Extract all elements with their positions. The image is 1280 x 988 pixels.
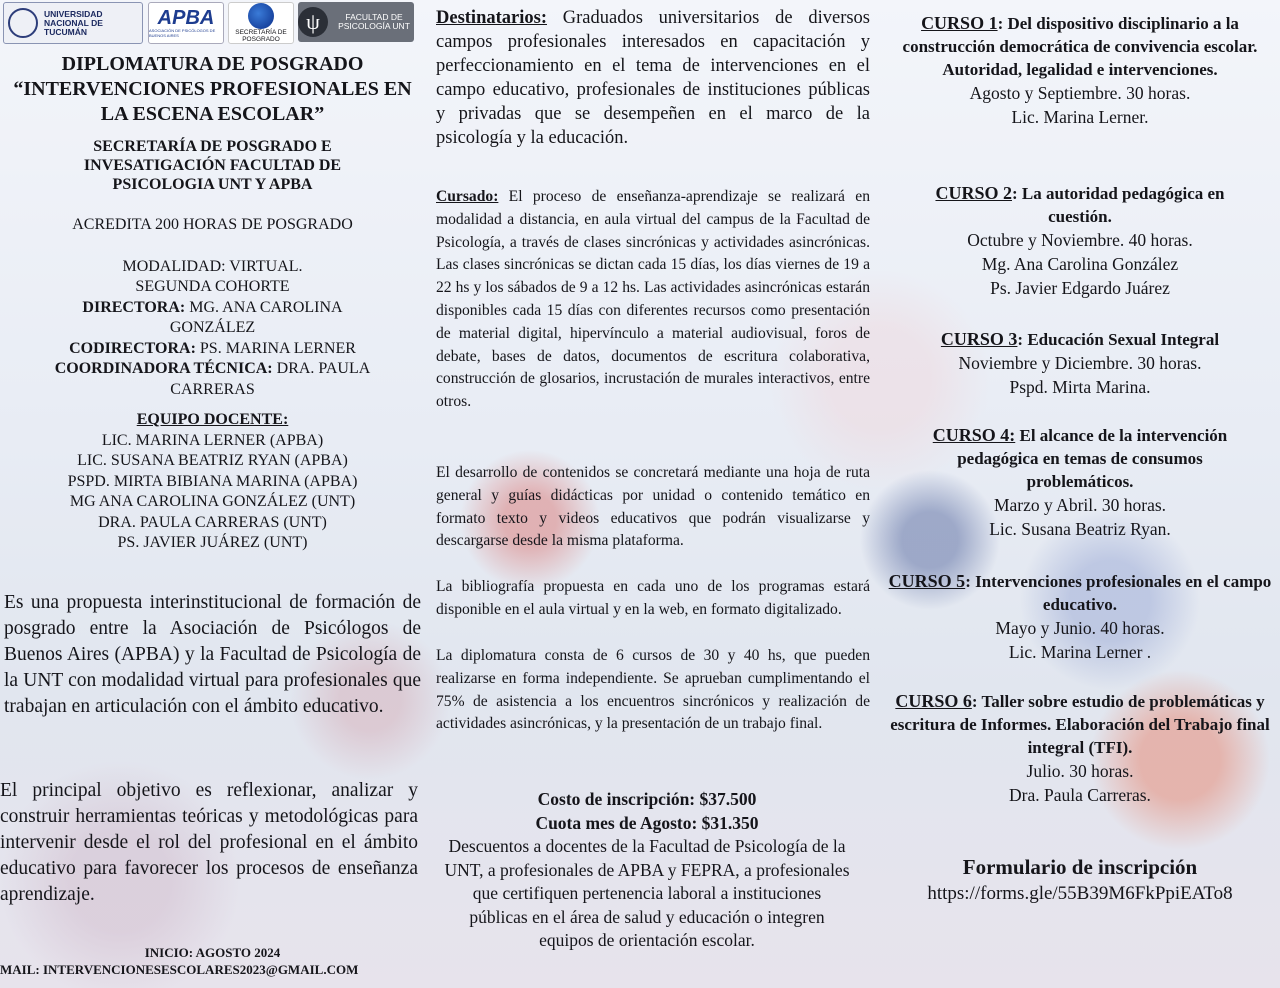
- equipo-member: MG ANA CAROLINA GONZÁLEZ (UNT): [69, 493, 356, 510]
- cursado-label: Cursado:: [436, 188, 499, 205]
- curso-2-teacher: Mg. Ana Carolina González: [981, 254, 1179, 274]
- cost-block: [432, 788, 862, 953]
- curso-3-title: : Educación Sexual Integral: [1017, 330, 1220, 349]
- curso-5-teacher: Lic. Marina Lerner .: [1008, 642, 1152, 662]
- destinatarios-label: Destinatarios:: [436, 8, 547, 28]
- right-panel: [880, 0, 1280, 988]
- curso-6-label: CURSO 6: [895, 691, 972, 711]
- curso-5: [880, 570, 1280, 664]
- curso-4-dates: Marzo y Abril. 30 horas.: [993, 495, 1167, 515]
- cursado-paragraph: [436, 186, 870, 414]
- facultad-logo-text: FACULTAD DE PSICOLOGÍA UNT: [338, 12, 410, 31]
- bibliografia-paragraph: La bibliografía propuesta en cada uno de los programas estará disponible en el aula virtual y en la web, en formato digitalizado.: [436, 578, 870, 618]
- apba-logo-text: APBA: [157, 7, 215, 29]
- curso-3-heading: [880, 328, 1280, 351]
- curso-3-label: CURSO 3: [940, 329, 1018, 349]
- curso-4-title: El alcance de la intervención pedagógica en temas de consumos problemáticos.: [957, 426, 1228, 491]
- unt-logo: [3, 2, 143, 44]
- form-url-link[interactable]: https://forms.gle/55B39M6FkPpiEATo8: [927, 883, 1233, 904]
- logo-strip: [0, 0, 425, 44]
- intro-paragraph: Es una propuesta interinstitucional de formación de posgrado entre la Asociación de Psicólogos de Buenos Aires (APBA) y la Facultad de Psicología de la UNT con modalidad virtual para profesionales que trabajan en articulación con el ámbito educativo.: [4, 592, 421, 717]
- objective-paragraph: El principal objetivo es reflexionar, analizar y construir herramientas teóricas y metodológicas para intervenir desde el rol del profesional en el ámbito educativo para favorecer los procesos de enseñanza aprendizaje.: [0, 780, 418, 905]
- cuota-text: Cuota mes de Agosto: $31.350: [535, 812, 759, 833]
- curso-1-dates: Agosto y Septiembre. 30 horas.: [969, 83, 1191, 103]
- coordinadora-value: DRA. PAULA CARRERAS: [170, 360, 371, 398]
- middle-panel: [432, 0, 872, 988]
- cohorte-text: SEGUNDA COHORTE: [135, 278, 290, 295]
- directora-value: MG. ANA CAROLINA GONZÁLEZ: [169, 298, 343, 336]
- secretaria-emblem-icon: [248, 3, 274, 29]
- secretaria-logo: [228, 2, 294, 44]
- equipo-member: PSPD. MIRTA BIBIANA MARINA (APBA): [67, 472, 358, 490]
- cursos-info-paragraph: La diplomatura consta de 6 cursos de 30 y 40 hs, que pueden realizarse en forma independiente. Se aprueban cumplimentando el 75% de asistencia a los encuentros sincrónicos y realización de actividades asincrónicas, y la presentación de un trabajo final.: [436, 647, 870, 733]
- curso-1-title: : Del dispositivo disciplinario a la construcción democrática de convivencia escolar. Autoridad, legalidad e intervenciones.: [902, 14, 1258, 79]
- mail-text[interactable]: MAIL: INTERVENCIONESESCOLARES2023@GMAIL.COM: [0, 962, 359, 977]
- curso-1-label: CURSO 1: [921, 13, 998, 33]
- coordinadora-line: [0, 359, 425, 400]
- curso-1: [880, 12, 1280, 129]
- curso-2: [880, 182, 1280, 300]
- inicio-text: INICIO: AGOSTO 2024: [144, 945, 281, 960]
- equipo-title: EQUIPO DOCENTE:: [136, 411, 289, 428]
- curso-5-dates: Mayo y Junio. 40 horas.: [995, 618, 1165, 638]
- curso-3-teacher: Pspd. Mirta Marina.: [1009, 377, 1151, 397]
- descuentos-text: Descuentos a docentes de la Facultad de Psicología de la UNT, a profesionales de APBA y FEPRA, a profesionales que certifiquen pertenencia laboral a instituciones públicas en el área de salud y educación o integren equipos de orientación escolar.: [444, 836, 850, 950]
- codirectora-value: PS. MARINA LERNER: [195, 339, 356, 357]
- equipo-member: DRA. PAULA CARRERAS (UNT): [98, 513, 327, 531]
- facultad-logo: [298, 2, 414, 42]
- curso-4: [880, 424, 1280, 541]
- curso-6-teacher: Dra. Paula Carreras.: [1009, 785, 1151, 805]
- directora-line: [0, 298, 425, 339]
- destinatarios-text: Graduados universitarios de diversos campos profesionales interesados en capacitación y perfeccionamiento en el tema de intervenciones en el campo educativo, profesionales de instituciones públicas y privadas que se desempeñen en el marco de la psicología y la educación.: [436, 8, 870, 148]
- curso-6: [880, 690, 1280, 807]
- equipo-list: [0, 431, 425, 554]
- curso-3: [880, 328, 1280, 399]
- equipo-member: LIC. MARINA LERNER (APBA): [101, 431, 324, 449]
- codirectora-line: [0, 339, 425, 360]
- curso-6-heading: [880, 690, 1280, 759]
- curso-6-dates: Julio. 30 horas.: [1026, 761, 1134, 781]
- acredita-text: ACREDITA 200 HORAS DE POSGRADO: [72, 216, 353, 233]
- curso-4-heading: [880, 424, 1280, 493]
- equipo-member: PS. JAVIER JUÁREZ (UNT): [117, 534, 308, 551]
- destinatarios-paragraph: [436, 6, 870, 150]
- curso-2-teacher: Ps. Javier Edgardo Juárez: [990, 278, 1170, 298]
- curso-5-heading: [880, 570, 1280, 616]
- equipo-member: LIC. SUSANA BEATRIZ RYAN (APBA): [77, 452, 348, 469]
- cursado-text: El proceso de enseñanza-aprendizaje se realizará en modalidad a distancia, en aula virtual del campus de la Facultad de Psicología, a través de clases sincrónicas y actividades asincrónicas. Las clases sincrónicas se dictan cada 15 días, los días viernes de 19 a 22 hs y los sábados de 9 a 12 hs. Las actividades asincrónicas estarán disponibles cada 15 días con diferentes recursos como presentación de material digital, hipervínculo a material audiovisual, foros de debate, bases de datos, documentos de escritura colaborativa, construcción de glosarios, incrustación de murales interactivos, entre otros.: [436, 188, 870, 411]
- costo-text: Costo de inscripción: $37.500: [537, 789, 757, 809]
- directora-label: DIRECTORA:: [82, 298, 186, 316]
- diplomatura-title: DIPLOMATURA DE POSGRADO “INTERVENCIONES PROFESIONALES EN LA ESCENA ESCOLAR”: [13, 53, 412, 125]
- curso-4-label: CURSO 4:: [932, 425, 1016, 445]
- curso-2-label: CURSO 2: [935, 183, 1012, 203]
- unt-seal-icon: [8, 8, 38, 38]
- apba-logo: [148, 2, 224, 44]
- desarrollo-paragraph: El desarrollo de contenidos se concretará mediante una hoja de ruta general y guías didácticas por unidad o contenido temático en formato texto y videos educativos que podrán visualizarse y descargarse desde la misma plataforma.: [436, 464, 870, 550]
- form-title: Formulario de inscripción: [962, 855, 1198, 879]
- secretaria-logo-text: SECRETARÍA DE POSGRADO: [235, 29, 287, 43]
- coordinadora-label: COORDINADORA TÉCNICA:: [54, 360, 273, 377]
- unt-logo-text: UNIVERSIDAD NACIONAL DE TUCUMÁN: [44, 8, 103, 37]
- curso-5-label: CURSO 5: [888, 571, 966, 591]
- curso-1-heading: [880, 12, 1280, 81]
- secretaria-heading: SECRETARÍA DE POSGRADO E INVESATIGACIÓN FACULTAD DE PSICOLOGIA UNT Y APBA: [83, 138, 342, 193]
- left-panel: [0, 0, 425, 988]
- curso-2-dates: Octubre y Noviembre. 40 horas.: [967, 230, 1193, 250]
- psi-icon: ψ: [298, 7, 328, 37]
- curso-6-title: : Taller sobre estudio de problemáticas y escritura de Informes. Elaboración del Trabajo final integral (TFI).: [890, 692, 1270, 757]
- codirectora-label: CODIRECTORA:: [69, 339, 196, 357]
- curso-1-teacher: Lic. Marina Lerner.: [1011, 107, 1149, 127]
- inscription-form-block: [880, 853, 1280, 907]
- curso-2-heading: [880, 182, 1280, 228]
- curso-4-teacher: Lic. Susana Beatriz Ryan.: [989, 519, 1171, 539]
- curso-3-dates: Noviembre y Diciembre. 30 horas.: [958, 353, 1202, 373]
- modalidad-text: MODALIDAD: VIRTUAL.: [122, 257, 303, 275]
- curso-5-title: : Intervenciones profesionales en el campo educativo.: [965, 572, 1272, 614]
- apba-logo-subtext: ASOCIACIÓN DE PSICÓLOGOS DE BUENOS AIRES: [149, 28, 216, 38]
- curso-2-title: : La autoridad pedagógica en cuestión.: [1011, 184, 1225, 226]
